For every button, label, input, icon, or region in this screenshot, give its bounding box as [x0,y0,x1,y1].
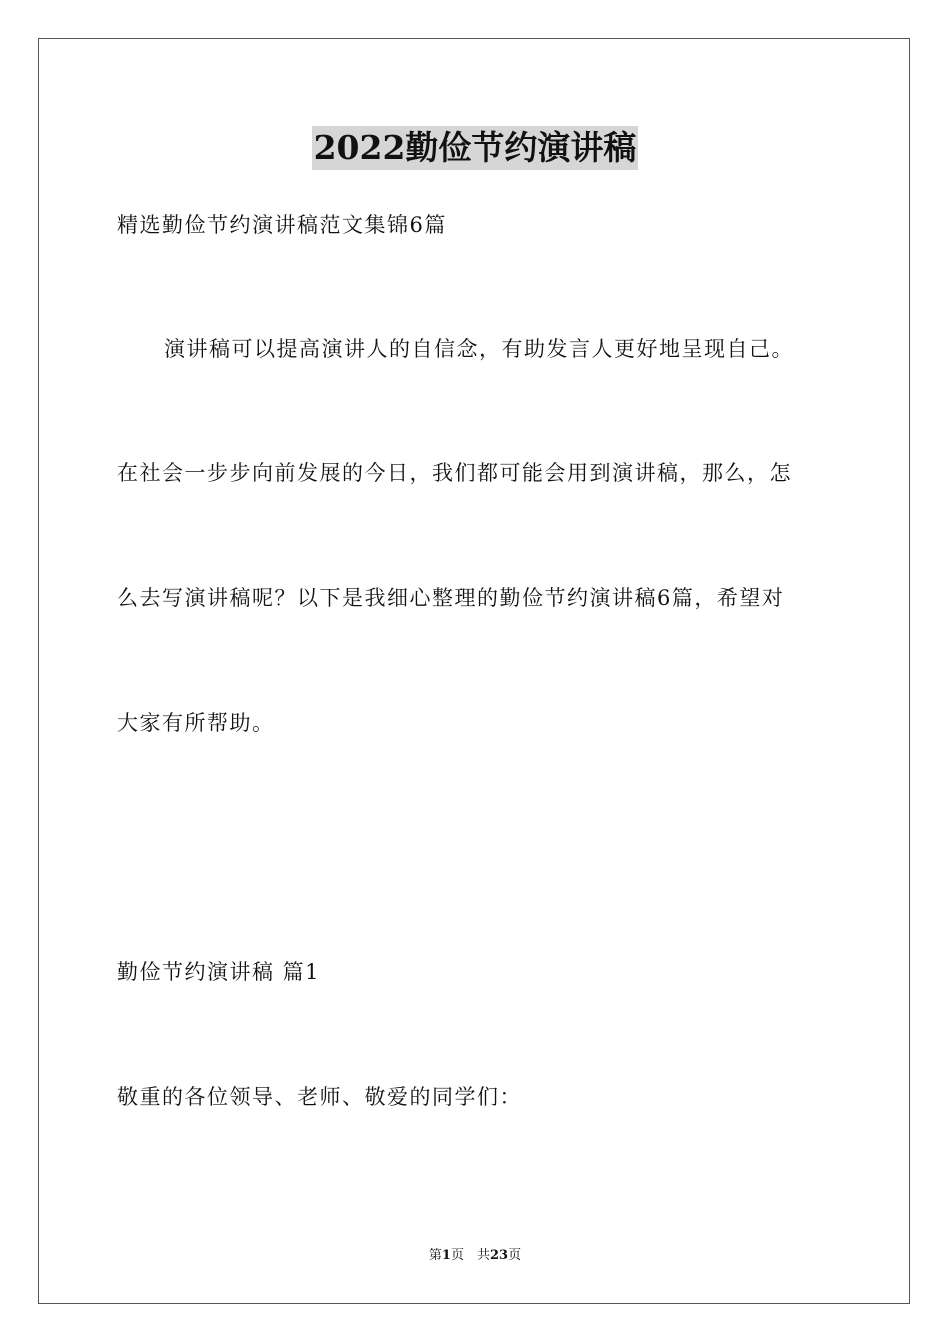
intro-line-3: 么去写演讲稿呢？以下是我细心整理的勤俭节约演讲稿6篇，希望对 [117,586,785,610]
document-title: 2022勤俭节约演讲稿 [312,126,639,170]
salutation: 敬重的各位领导、老师、敬爱的同学们： [117,1085,522,1109]
footer-total-pages: 23 [489,1248,509,1263]
intro-line-4: 大家有所帮助。 [117,711,275,735]
page-footer [0,1247,950,1265]
footer-page-suffix: 页 [508,1248,522,1263]
document-subtitle: 精选勤俭节约演讲稿范文集锦6篇 [117,213,447,237]
section-heading: 勤俭节约演讲稿 篇1 [117,960,321,984]
intro-line-2: 在社会一步步向前发展的今日，我们都可能会用到演讲稿，那么，怎 [117,461,792,485]
title-container [0,126,950,170]
footer-page-prefix: 第 [428,1248,442,1263]
footer-page-number: 1 [441,1248,451,1263]
footer-page-mid: 页 共 [450,1248,490,1263]
intro-line-1: 演讲稿可以提高演讲人的自信念，有助发言人更好地呈现自己。 [164,337,794,361]
